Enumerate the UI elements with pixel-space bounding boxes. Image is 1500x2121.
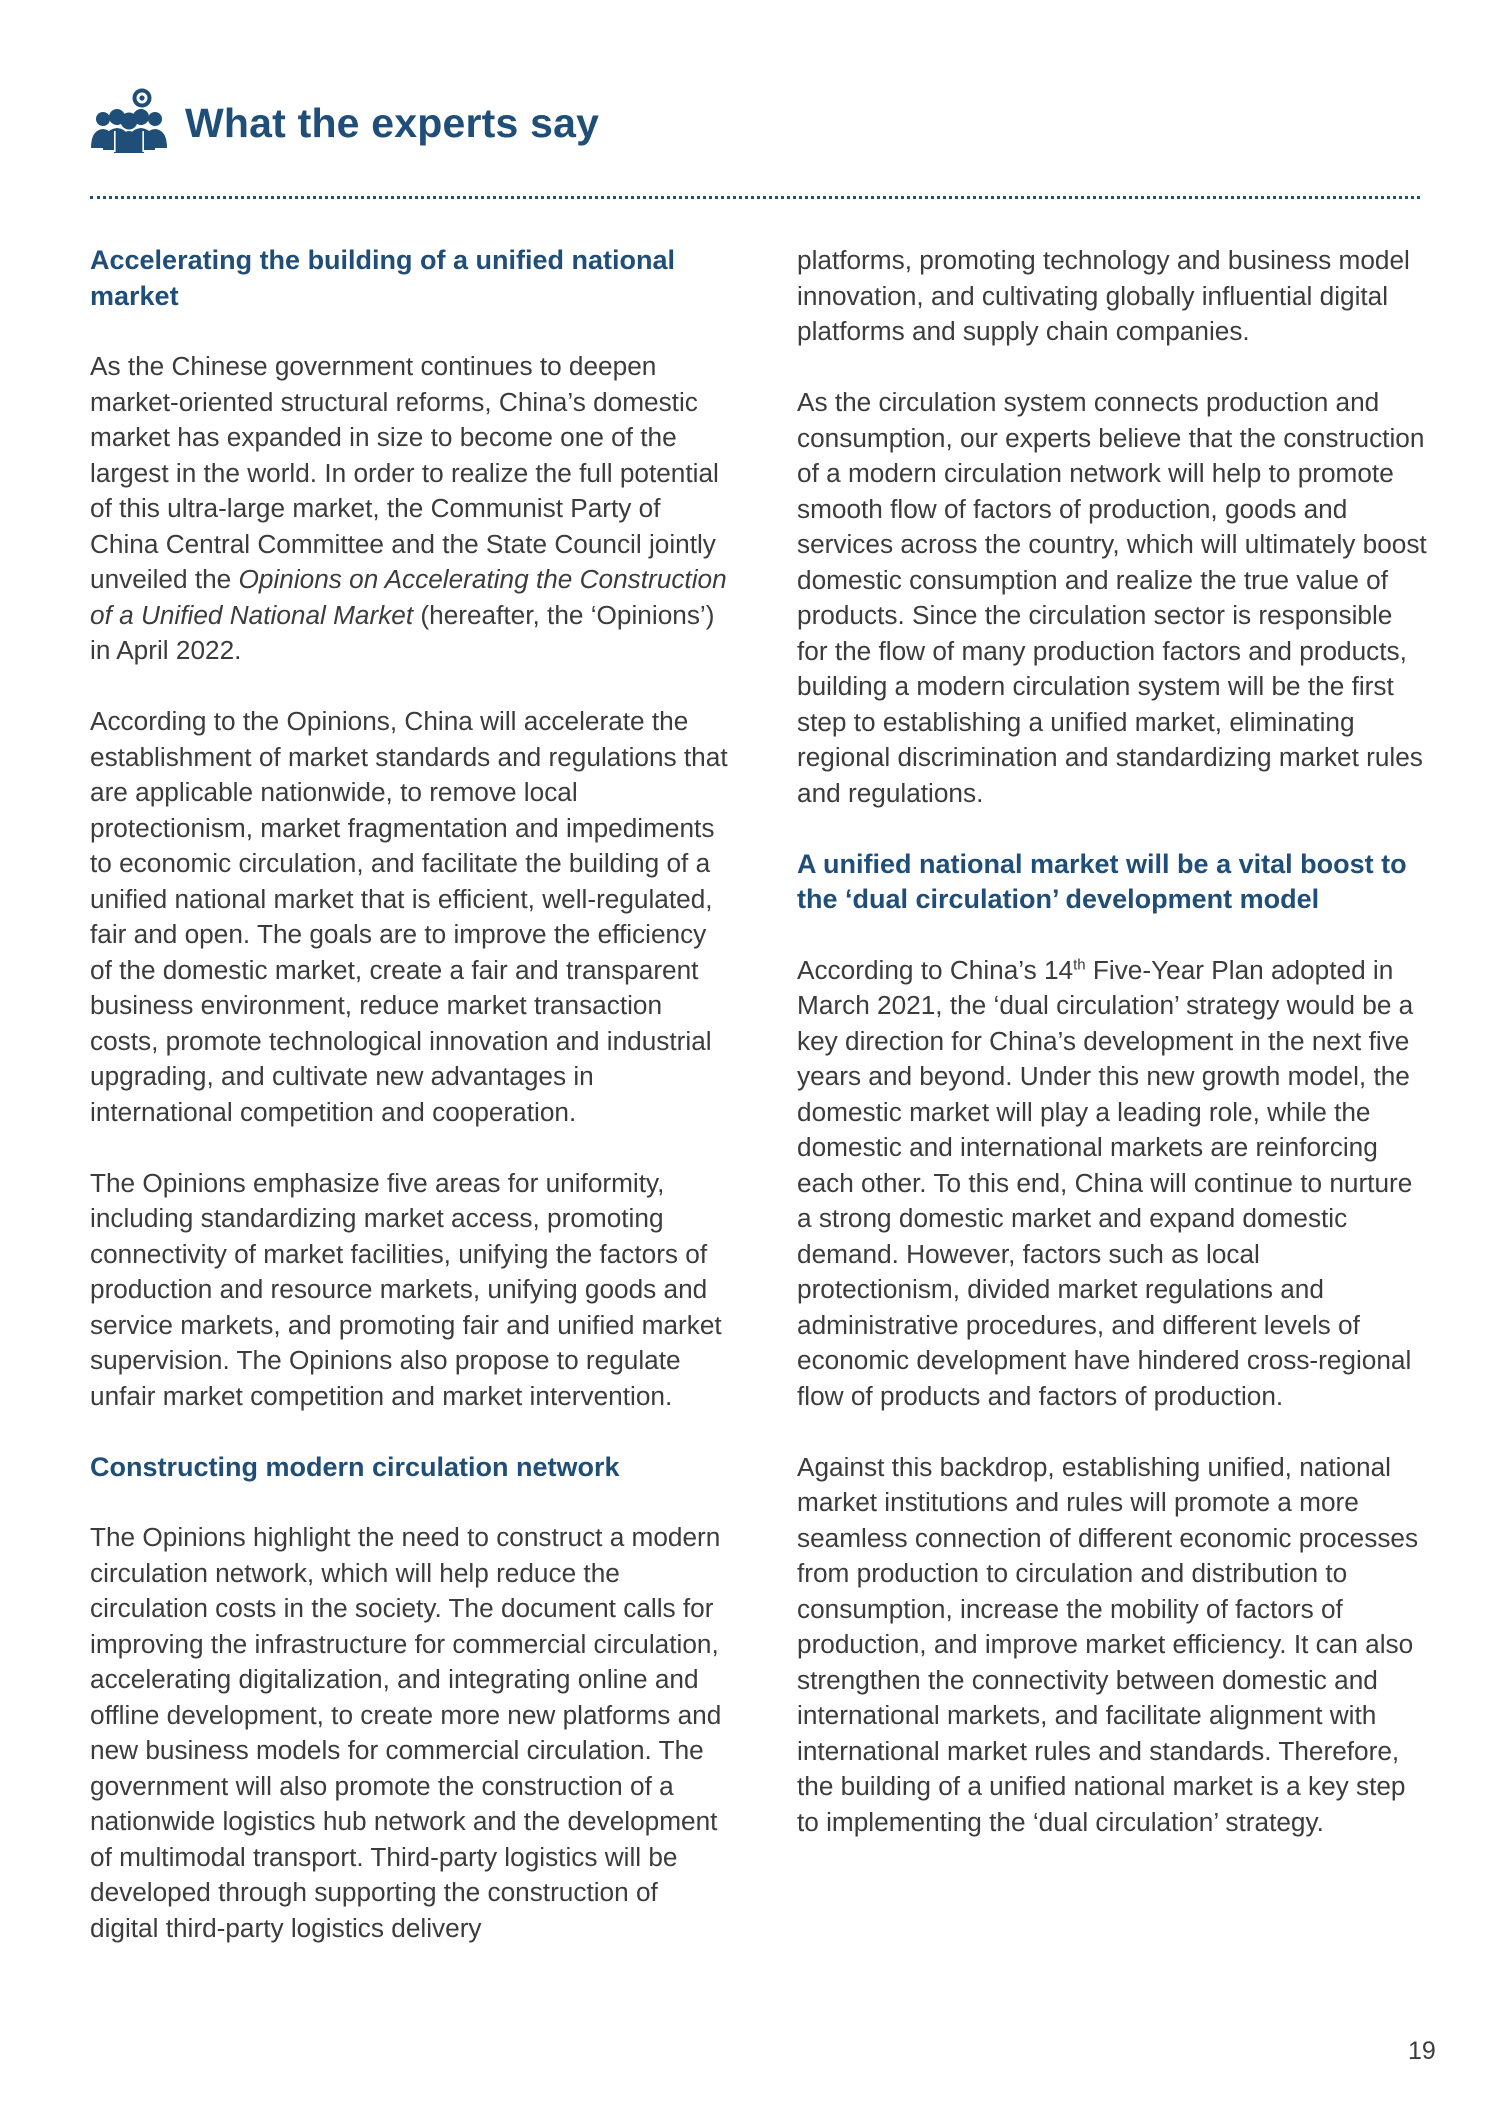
paragraph-text: As the Chinese government continues to deepen market-oriented structural reforms, China’s domestic market has expanded in size to become one of the largest in the world. In order to realize the full potential of this ultra-large market, the Communist Party of China Central Committee and the State Council jointly unveiled the xyxy=(90,351,719,594)
experts-group-icon xyxy=(90,86,168,154)
document-title-italic: Opinions on Accelerating the Construction of a Unified National Market xyxy=(90,564,727,630)
paragraph: As the circulation system connects production and consumption, our experts believe that the construction of a modern circulation network will help to promote smooth flow of factors of production, goods and services across the country, which will ultimately boost domestic consumption and realize the true value of products. Since the circulation sector is responsible for the flow of many production factors and products, building a modern circulation system will be the first step to establishing a unified market, eliminating regional discrimination and standardizing market rules and regulations. xyxy=(797,387,1427,808)
paragraph: The Opinions emphasize five areas for uniformity, including standardizing market access, promoting connectivity of market facilities, unifying the factors of production and resource markets, unifying goods and service markets, and promoting fair and unified market supervision. The Opinions also propose to regulate unfair market competition and market intervention. xyxy=(90,1167,722,1411)
right-column xyxy=(797,243,1427,1876)
header-divider xyxy=(90,196,1420,199)
section-heading-circulation-network: Constructing modern circulation network xyxy=(90,1451,620,1482)
page-number: 19 xyxy=(1408,2037,1436,2065)
section-heading-dual-circulation: A unified national market will be a vital boost to the ‘dual circulation’ development model xyxy=(797,848,1407,914)
section-heading-unified-market: Accelerating the building of a unified national market xyxy=(90,245,676,311)
paragraph: The Opinions highlight the need to construct a modern circulation network, which will help reduce the circulation costs in the society. The document calls for improving the infrastructure for commercial circulation, accelerating digitalization, and integrating online and offline development, to create more new platforms and new business models for commercial circulation. The government will also promote the construction of a nationwide logistics hub network and the development of multimodal transport. Third-party logistics will be developed through supporting the construction of digital third-party logistics delivery xyxy=(90,1522,722,1943)
paragraph-text: Five-Year Plan adopted in March 2021, the ‘dual circulation’ strategy would be a key direction for China’s development in the next five years and beyond. Under this new growth model, the domestic market will play a leading role, while the domestic and international markets are reinforcing each other. To this end, China will continue to nurture a strong domestic market and expand domestic demand. However, factors such as local protectionism, divided market regulations and administrative procedures, and different levels of economic development have hindered cross-regional flow of products and factors of production. xyxy=(797,954,1414,1411)
superscript: th xyxy=(1073,955,1086,973)
paragraph: platforms, promoting technology and business model innovation, and cultivating globally influential digital platforms and supply chain companies. xyxy=(797,245,1410,346)
left-column xyxy=(90,243,730,1982)
paragraph: Against this backdrop, establishing unified, national market institutions and rules will promote a more seamless connection of different economic processes from production to circulation and distribution to consumption, increase the mobility of factors of production, and improve market efficiency. It can also strengthen the connectivity between domestic and international markets, and facilitate alignment with international market rules and standards. Therefore, the building of a unified national market is a key step to implementing the ‘dual circulation’ strategy. xyxy=(797,1451,1419,1837)
paragraph-text: According to China’s 14 xyxy=(797,954,1074,985)
page-title: What the experts say xyxy=(185,100,600,146)
paragraph-text: (hereafter, the ‘Opinions’) in April 2022. xyxy=(90,599,715,665)
paragraph xyxy=(90,349,730,669)
paragraph: According to the Opinions, China will accelerate the establishment of market standards and regulations that are applicable nationwide, to remove local protectionism, market fragmentation and impediments to economic circulation, and facilitate the building of a unified national market that is efficient, well-regulated, fair and open. The goals are to improve the efficiency of the domestic market, create a fair and transparent business environment, reduce market transaction costs, promote technological innovation and industrial upgrading, and cultivate new advantages in international competition and cooperation. xyxy=(90,706,728,1127)
paragraph xyxy=(797,953,1427,1415)
